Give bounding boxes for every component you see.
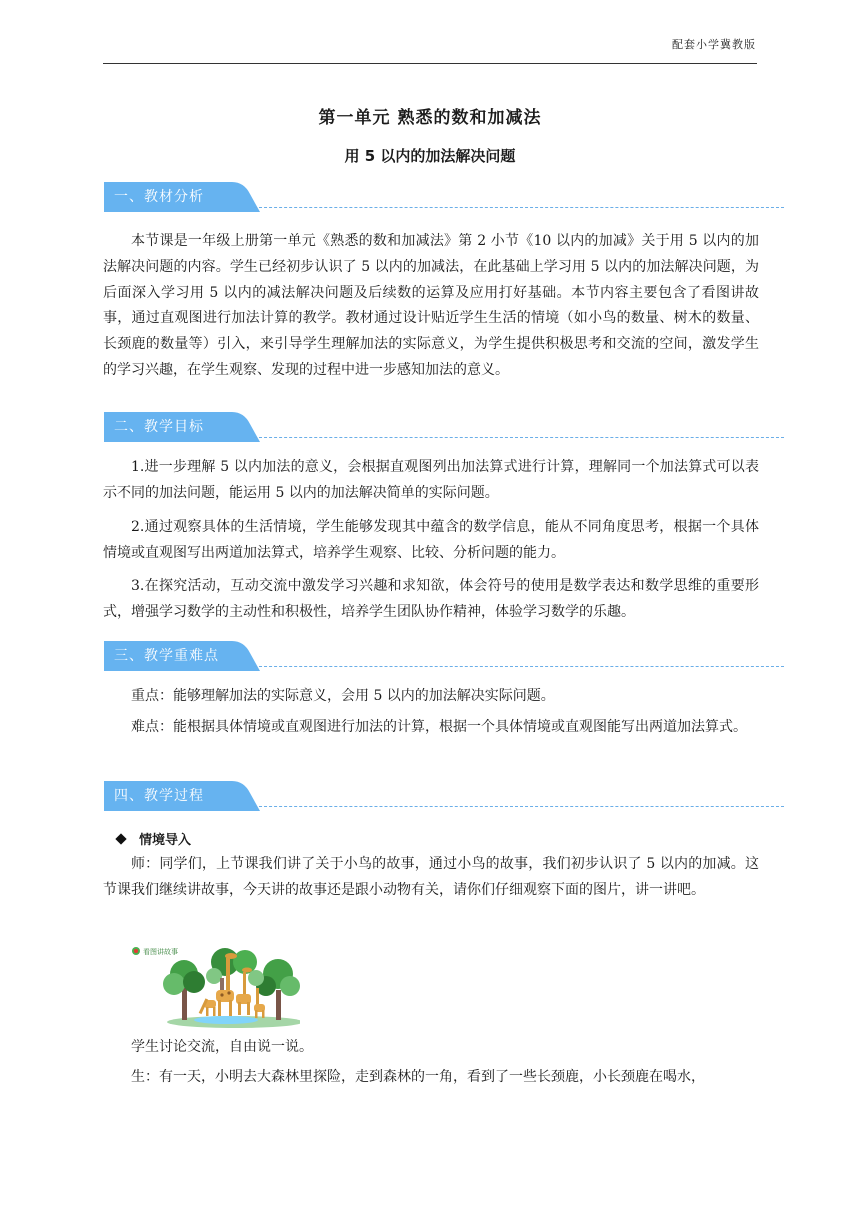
section-heading-label: 一、教材分析 xyxy=(114,189,204,205)
page-subtitle: 用 5 以内的加法解决问题 xyxy=(344,147,516,165)
section-heading-4 xyxy=(104,779,784,813)
paragraph: 难点：能根据具体情境或直观图进行加法的计算，根据一个具体情境或直观图能写出两道加法算式。 xyxy=(131,719,747,735)
bullet-item xyxy=(117,829,191,848)
paragraph: 本节课是一年级上册第一单元《熟悉的数和加减法》第 2 小节《10 以内的加减》关于用 5 以内的加法解决问题的内容。学生已经初步认识了 5 以内的加减法，在此基础上学习用 5 以内的加法解决问题，为后面深入学习用 5 以内的减法解决问题及后续数的运算及应用打好基础。本节内容主要包含了看图讲故事，通过直观图进行加法计算的教学。教材通过设计贴近学生生活的情境（如小鸟的数量、树木的数量、长颈鹿的数量等）引入，来引导学生理解加法的实际意义，为学生提供积极思考和交流的空间，激发学生的学习兴趣，在学生观察、发现的过程中进一步感知加法的意义。 xyxy=(103,233,759,378)
illustration-caption: 看图讲故事 xyxy=(143,948,178,956)
section-divider xyxy=(254,666,784,667)
paragraph: 师：同学们，上节课我们讲了关于小鸟的故事，通过小鸟的故事，我们初步认识了 5 以内的加减。这节课我们继续讲故事，今天讲的故事还是跟小动物有关，请你们仔细观察下面的图片，讲一讲吧。 xyxy=(103,856,759,898)
paragraph: 生：有一天，小明去大森林里探险，走到森林的一角，看到了一些长颈鹿，小长颈鹿在喝水， xyxy=(131,1069,705,1085)
paragraph: 3.在探究活动，互动交流中激发学习兴趣和求知欲，体会符号的使用是数学表达和数学思维的重要形式，增强学习数学的主动性和积极性，培养学生团队协作精神，体验学习数学的乐趣。 xyxy=(103,578,759,620)
diamond-bullet-icon xyxy=(115,833,126,844)
page-title: 第一单元 熟悉的数和加减法 xyxy=(318,108,542,128)
section-divider xyxy=(254,207,784,208)
giraffe-forest-illustration xyxy=(130,938,300,1028)
bullet-label: 情境导入 xyxy=(139,833,192,848)
page-header-text: 配套小学冀教版 xyxy=(672,38,756,51)
section-heading-label: 三、教学重难点 xyxy=(114,648,219,664)
forest-scene-image xyxy=(130,938,300,1028)
section-heading-3 xyxy=(104,639,784,673)
section-heading-1 xyxy=(104,180,784,214)
section-heading-2 xyxy=(104,410,784,444)
paragraph: 1.进一步理解 5 以内加法的意义，会根据直观图列出加法算式进行计算，理解同一个加法算式可以表示不同的加法问题，能运用 5 以内的加法解决简单的实际问题。 xyxy=(103,459,759,501)
section-divider xyxy=(254,806,784,807)
paragraph: 学生讨论交流，自由说一说。 xyxy=(131,1039,313,1055)
section-divider xyxy=(254,437,784,438)
paragraph: 重点：能够理解加法的实际意义，会用 5 以内的加法解决实际问题。 xyxy=(131,688,555,704)
paragraph: 2.通过观察具体的生活情境，学生能够发现其中蕴含的数学信息，能从不同角度思考，根据一个具体情境或直观图写出两道加法算式，培养学生观察、比较、分析问题的能力。 xyxy=(103,519,759,561)
section-heading-label: 四、教学过程 xyxy=(114,788,204,804)
header-rule xyxy=(103,63,757,64)
section-heading-label: 二、教学目标 xyxy=(114,419,204,435)
